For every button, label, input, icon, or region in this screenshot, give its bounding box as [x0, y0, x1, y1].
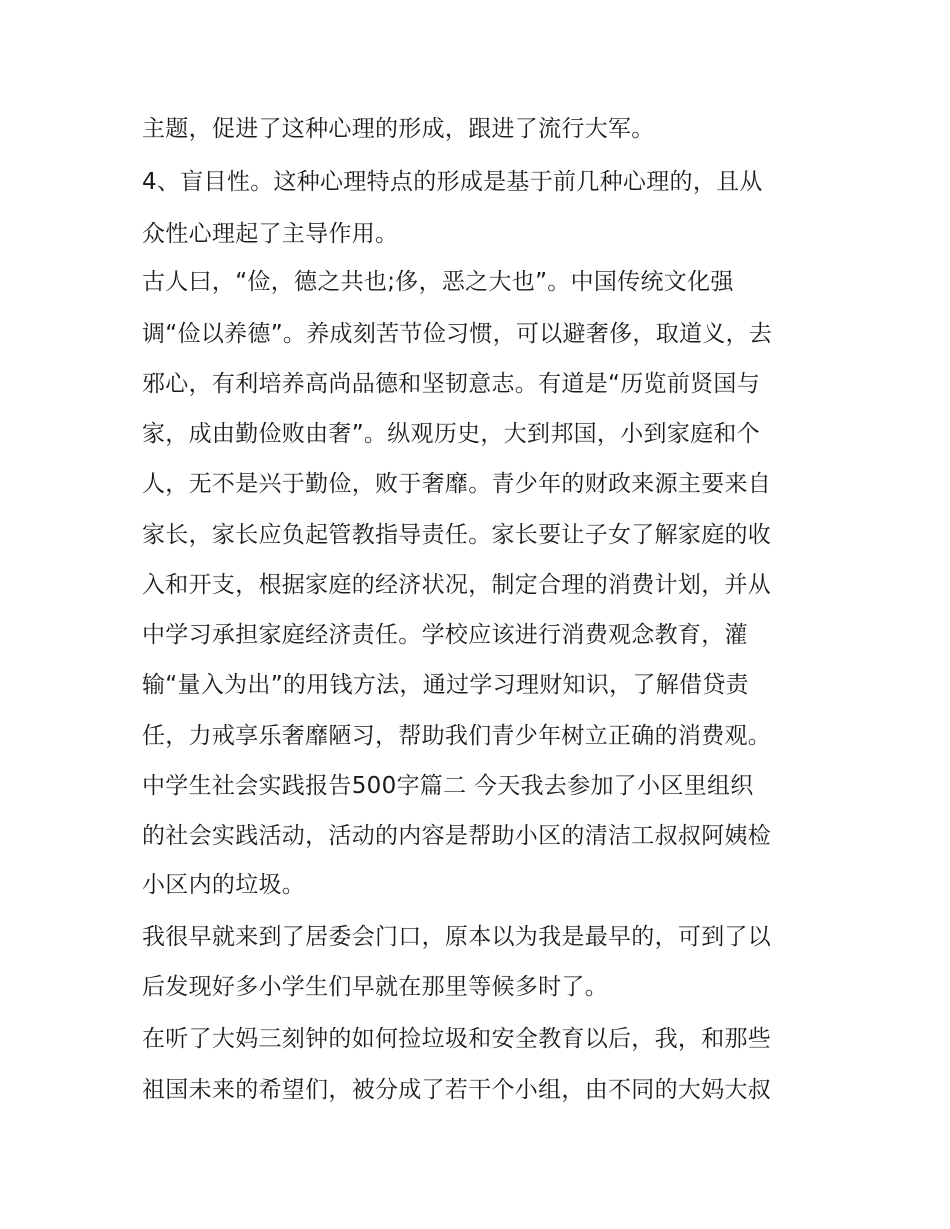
text-line: 人，无不是兴于勤俭，败于奢靡。青少年的财政来源主要来自 [142, 471, 772, 497]
text-line: 主题，促进了这种心理的形成，跟进了流行大军。 [142, 116, 655, 142]
text-line: 我很早就来到了居委会门口，原本以为我是最早的，可到了以 [142, 924, 772, 950]
text-line: 任，力戒享乐奢靡陋习，帮助我们青少年树立正确的消费观。 [142, 723, 772, 749]
text-line: 众性心理起了主导作用。 [142, 221, 399, 247]
text-line: 古人曰，“俭，德之共也;侈，恶之大也”。中国传统文化强 [142, 269, 734, 295]
text-line: 祖国未来的希望们，被分成了若干个小组，由不同的大妈大叔 [142, 1077, 772, 1103]
text-line: 小区内的垃圾。 [142, 872, 306, 898]
text-line: 中学生社会实践报告500字篇二 今天我去参加了小区里组织 [142, 773, 754, 799]
text-line: 在听了大妈三刻钟的如何捡垃圾和安全教育以后，我，和那些 [142, 1026, 772, 1052]
text-line: 后发现好多小学生们早就在那里等候多时了。 [142, 974, 608, 1000]
text-line: 调“俭以养德”。养成刻苦节俭习惯，可以避奢侈，取道义，去 [142, 321, 773, 347]
text-line: 邪心，有利培养高尚品德和坚韧意志。有道是“历览前贤国与 [142, 371, 761, 397]
text-line: 家长，家长应负起管教指导责任。家长要让子女了解家庭的收 [142, 522, 772, 548]
text-line: 中学习承担家庭经济责任。学校应该进行消费观念教育，灌 [142, 622, 748, 648]
text-line: 入和开支，根据家庭的经济状况，制定合理的消费计划，并从 [142, 572, 772, 598]
text-line: 4、盲目性。这种心理特点的形成是基于前几种心理的，且从 [142, 169, 763, 195]
text-line: 的社会实践活动，活动的内容是帮助小区的清洁工叔叔阿姨检 [142, 823, 772, 849]
text-line: 家，成由勤俭败由奢”。纵观历史，大到邦国，小到家庭和个 [142, 421, 761, 447]
text-line: 输“量入为出”的用钱方法，通过学习理财知识，了解借贷责 [142, 672, 749, 698]
